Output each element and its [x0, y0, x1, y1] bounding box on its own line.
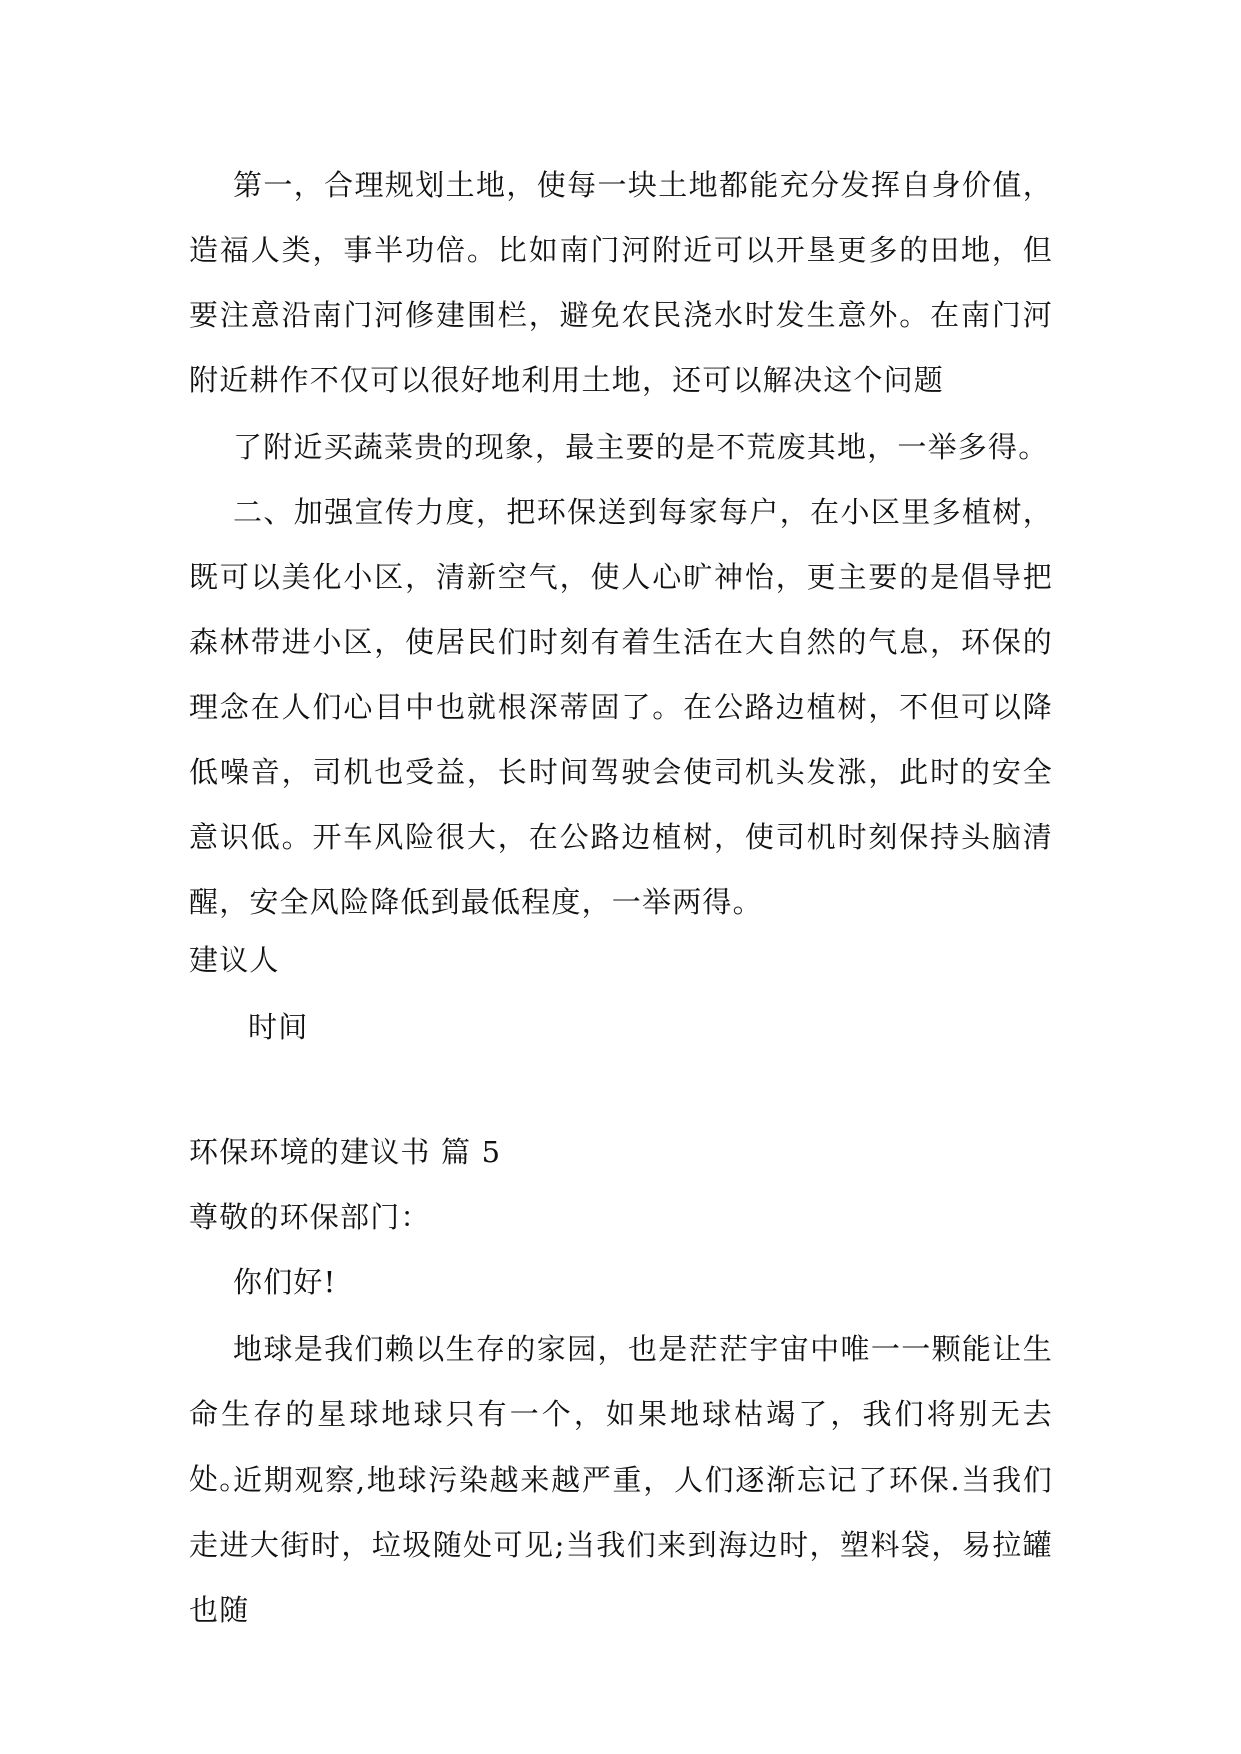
signature-label: 建议人 — [189, 943, 280, 977]
paragraph-publicity-planting: 二、加强宣传力度，把环保送到每家每户，在小区里多植树，既可以美化小区，清新空气，使人心旷神怡，更主要的是倡导把森林带进小区，使居民们时刻有着生活在大自然的气息，环保的理念在人们心目中也就根深蒂固了。在公路边植树，不但可以降低噪音，司机也受益，长时间驾驶会使司机头发涨，此时的安全意识低。开车风险很大，在公路边植树，使司机时刻保持头脑清醒，安全风险降低到最低程度，一举两得。 — [189, 495, 1053, 919]
paragraph-pollution-observation: 近期观察,地球污染越来越严重，人们逐渐忘记了环保.当我们走进大街时，垃圾随处可见;当我们来到海边时，塑料袋，易拉罐也随 — [189, 1463, 1053, 1627]
paragraph-earth-home: 地球是我们赖以生存的家园，也是茫茫宇宙中唯一一颗能让生命生存的星球地球只有一个，如果地球枯竭了，我们将别无去处。 — [189, 1332, 1053, 1496]
greeting: 你们好! — [233, 1265, 337, 1299]
section-title: 环保环境的建议书 篇 5 — [189, 1135, 502, 1169]
paragraph-land-planning: 第一，合理规划土地，使每一块土地都能充分发挥自身价值，造福人类，事半功倍。比如南门河附近可以开垦更多的田地，但要注意沿南门河修建围栏，避免农民浇水时发生意外。在南门河附近耕作不仅可以很好地利用土地，还可以解决这个问题 — [189, 168, 1053, 397]
time-label: 时间 — [248, 1010, 309, 1044]
salutation: 尊敬的环保部门： — [189, 1200, 431, 1234]
paragraph-vegetable-price: 了附近买蔬菜贵的现象，最主要的是不荒废其地，一举多得。 — [233, 430, 1049, 464]
